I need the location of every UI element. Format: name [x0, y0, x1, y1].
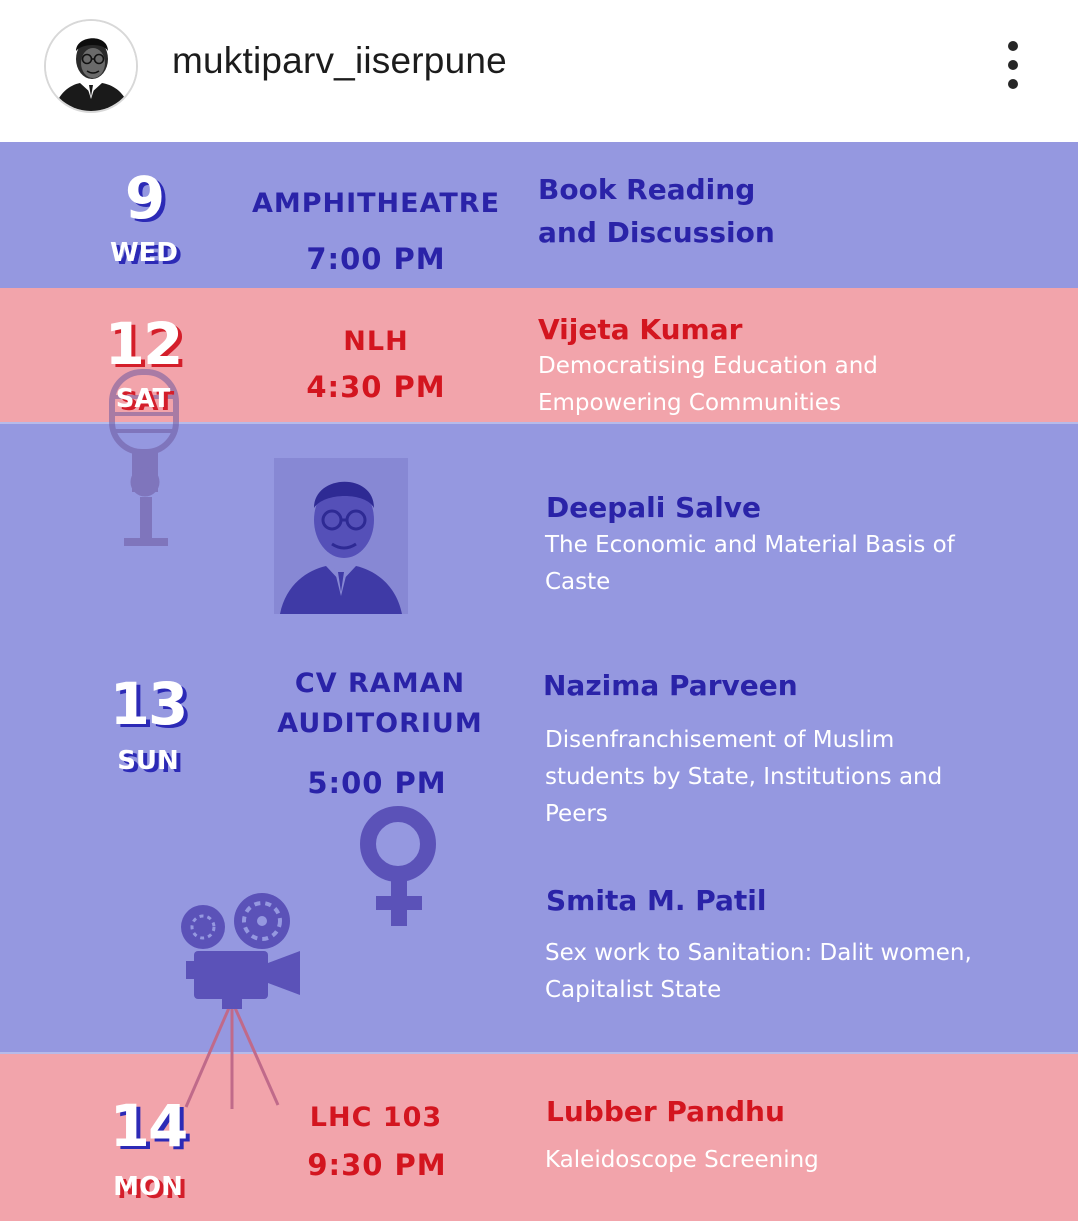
more-options-button[interactable]	[998, 40, 1028, 92]
date-weekday: SAT	[115, 384, 171, 414]
date-weekday: MON	[113, 1172, 183, 1202]
more-vertical-icon	[998, 40, 1028, 92]
event-title	[538, 168, 775, 254]
event-poster[interactable]	[0, 142, 1078, 1221]
venue: LHC 103	[309, 1102, 443, 1133]
time: 5:00 PM	[307, 766, 447, 800]
portrait-icon	[274, 458, 408, 614]
speaker-name: Deepali Salve	[546, 491, 762, 524]
talk-topic: Kaleidoscope Screening	[545, 1147, 819, 1173]
username[interactable]: muktiparv_iiserpune	[172, 40, 507, 81]
talk-topic	[545, 935, 972, 1009]
speaker-name: Lubber Pandhu	[546, 1095, 785, 1128]
microphone-icon	[92, 352, 192, 552]
post-header	[0, 0, 1078, 142]
date-number: 13	[109, 670, 187, 738]
talk-topic-line: The Economic and Material Basis of	[545, 532, 955, 558]
venue: AMPHITHEATRE	[251, 188, 501, 219]
speaker-name: Vijeta Kumar	[538, 313, 743, 346]
talk-topic-line: Caste	[545, 569, 611, 595]
speaker-name: Smita M. Patil	[546, 884, 767, 917]
portrait-avatar-icon	[46, 21, 136, 111]
time: 4:30 PM	[306, 370, 446, 404]
date-weekday: WED	[109, 238, 179, 268]
film-camera-icon	[176, 887, 306, 1117]
venue: NLH	[343, 326, 409, 357]
talk-topic-line: Sex work to Sanitation: Dalit women,	[545, 940, 972, 966]
talk-topic-line: Disenfranchisement of Muslim	[545, 727, 895, 753]
talk-topic-line: Peers	[545, 801, 608, 827]
date-number: 9	[124, 164, 164, 232]
talk-topic-line: students by State, Institutions and	[545, 764, 943, 790]
speaker-name: Nazima Parveen	[543, 669, 798, 702]
profile-avatar[interactable]	[44, 19, 138, 113]
date-number: 12	[104, 310, 182, 378]
female-symbol-icon	[352, 804, 448, 928]
talk-topic	[545, 527, 955, 601]
talk-topic-line: Capitalist State	[545, 977, 722, 1003]
event-title-line: Book Reading	[538, 173, 756, 206]
venue-line: CV RAMAN	[294, 668, 466, 699]
date-weekday: SUN	[117, 746, 179, 776]
date-number: 14	[109, 1092, 187, 1160]
talk-topic-line: Empowering Communities	[538, 390, 841, 416]
time: 7:00 PM	[306, 242, 446, 276]
venue-line: AUDITORIUM	[277, 708, 483, 739]
event-title-line: and Discussion	[538, 216, 775, 249]
talk-topic	[545, 722, 942, 833]
talk-topic-line: Democratising Education and	[538, 353, 878, 379]
time: 9:30 PM	[307, 1148, 447, 1182]
talk-topic	[538, 348, 878, 422]
